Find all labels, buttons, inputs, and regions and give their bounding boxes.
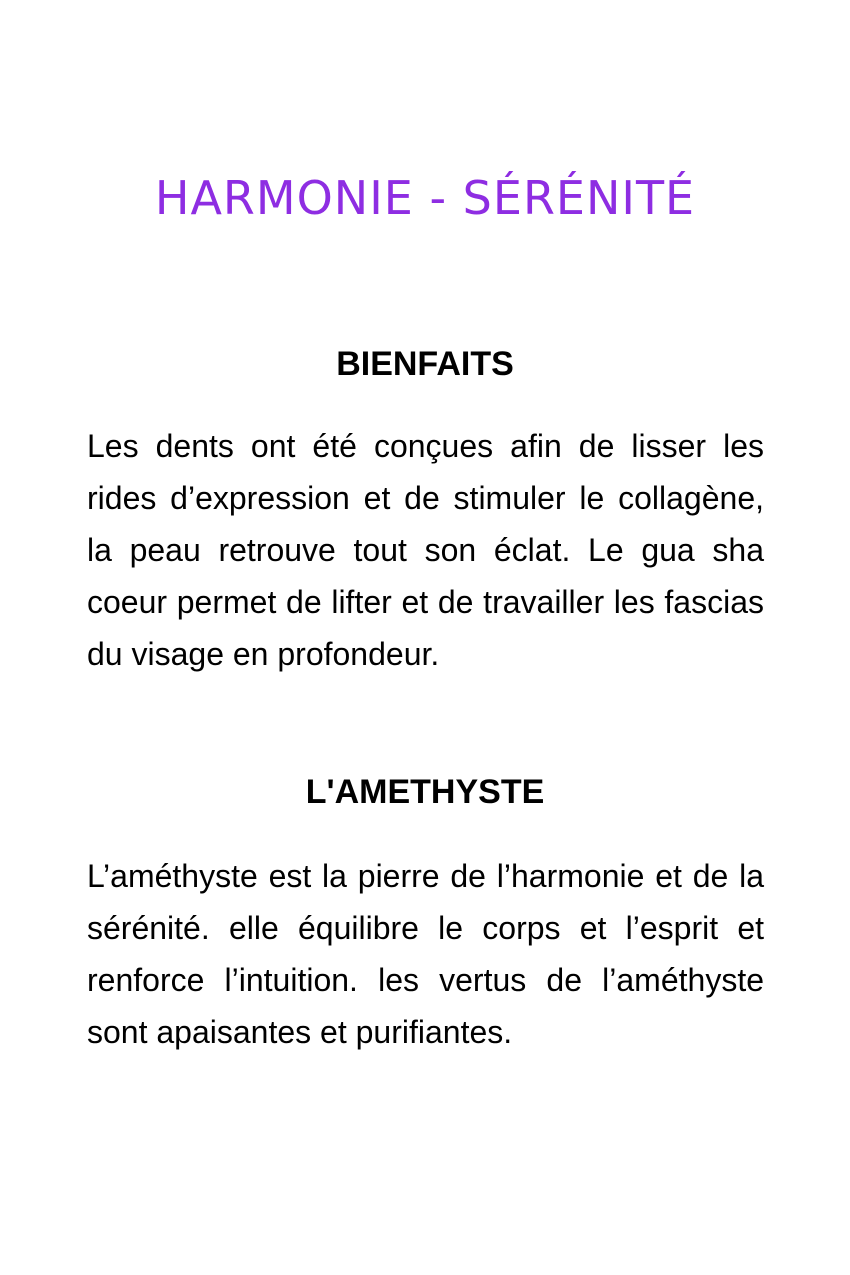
section-heading-benefits: BIENFAITS: [336, 345, 514, 383]
section-body-benefits: Les dents ont été conçues afin de lisser les rides d’expression et de stimuler le collagène, la peau retrouve tout son éclat. Le gua sha coeur permet de lifter et de travailler les fascias du visage en profondeur.: [87, 428, 764, 672]
page-title: HARMONIE - SÉRÉNITÉ: [154, 171, 696, 225]
section-body-amethyst: L’améthyste est la pierre de l’harmonie et de la sérénité. elle équilibre le corps et l’esprit et renforce l’intuition. les vertus de l’améthyste sont apaisantes et purifiantes.: [87, 858, 764, 1050]
section-heading-amethyst: L'AMETHYSTE: [305, 773, 545, 811]
